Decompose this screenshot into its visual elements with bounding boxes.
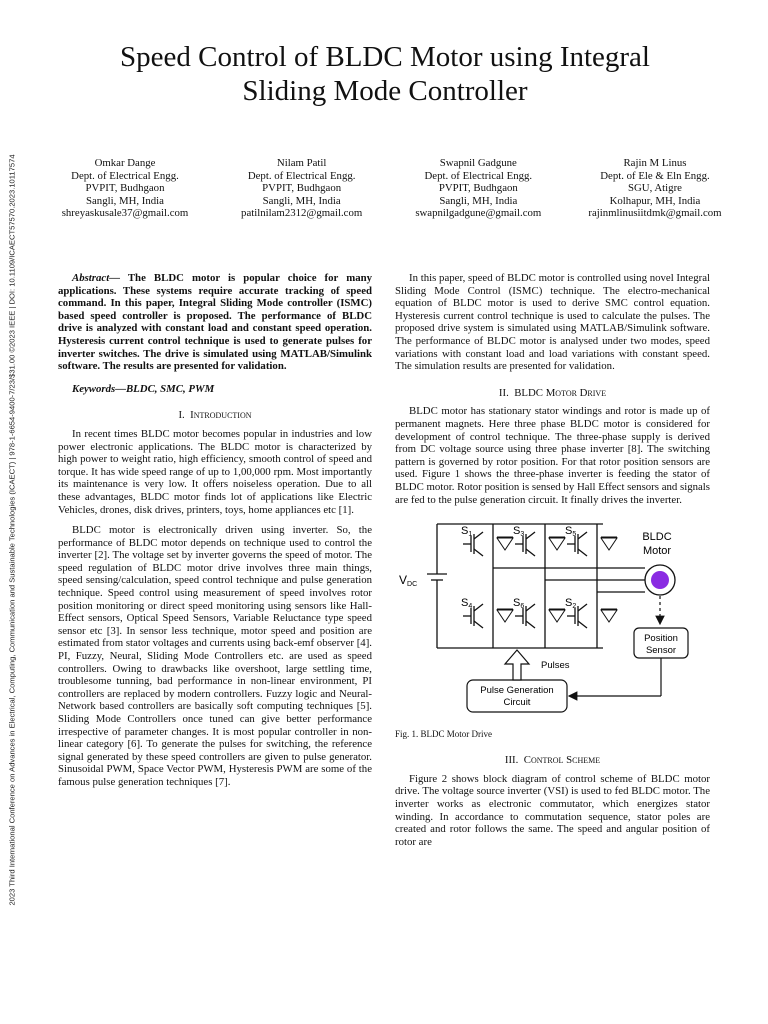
- intro-paragraph-1: In recent times BLDC motor becomes popular in industries and low power electronic applications. The BLDC motor is characterized by high power to weight ratio, high efficiency, smooth control of speed and torque. It has wide speed range of up to 1,00,000 rpm. Most importantly its maintenance is very low. It offers noiseless operation. Due to all these advantages, BLDC motor finds lot of applications like Electric Vehicles, drones, disk drives, printers, toys, home appliances etc [1].: [58, 427, 372, 516]
- motor-label-line-2: Motor: [642, 545, 672, 558]
- section-heading-control-scheme: [395, 754, 710, 767]
- paper-title: [60, 40, 710, 108]
- section-title: Introduction: [190, 409, 252, 422]
- figure-caption: Fig. 1. BLDC Motor Drive: [395, 728, 493, 739]
- left-column: [58, 272, 372, 797]
- author-name: Rajin M Linus: [623, 157, 687, 169]
- author-dept: Dept. of Electrical Engg.: [247, 169, 356, 182]
- author-email: patilnilam2312@gmail.com: [241, 207, 363, 220]
- abstract-label: Abstract—: [72, 272, 120, 284]
- author-location: Sangli, MH, India: [439, 194, 518, 207]
- section-heading-bldc-motor-drive: [395, 387, 710, 400]
- author-institute: PVPIT, Budhgaon: [85, 182, 165, 195]
- author-name: Nilam Patil: [276, 157, 327, 169]
- author-location: Sangli, MH, India: [86, 194, 164, 207]
- bldc-paragraph-1: BLDC motor has stationary stator windings and rotor is made up of permanent magnets. Here three phase BLDC motor is considered for development of control technique. The three-phase supply is derived from DC voltage source using three phase inverter [8]. The switching pattern is governed by rotor position. For that rotor position sensors are used. Figure 1 shows the three-phase inverter is feeding the stator of BLDC motor. Rotor position is sensed by Hall Effect sensors and signals are fed to the pulse generation circuit. It finally drives the inverter.: [395, 405, 710, 506]
- author-block: [217, 157, 387, 220]
- author-block: [570, 157, 740, 220]
- label-s2: S2: [565, 597, 577, 611]
- author-location: Sangli, MH, India: [262, 194, 341, 207]
- pulses-arrow: [505, 650, 529, 680]
- author-block: [393, 157, 563, 220]
- section-number: III.: [504, 754, 519, 767]
- abstract: [58, 272, 372, 373]
- author-institute: SGU, Atigre: [627, 182, 682, 195]
- author-email: rajinmlinusiitdmk@gmail.com: [588, 207, 722, 220]
- sensor-label-line-1: Position: [644, 633, 678, 645]
- author-email: swapnilgadgune@gmail.com: [415, 207, 542, 220]
- label-s3: S3: [513, 525, 525, 539]
- intro-paragraph-3: In this paper, speed of BLDC motor is controlled using novel Integral Sliding Mode Control (ISMC) technique. The electro-mechanical equation of BLDC motor is used to derive SMC control equation. Hysteresis current control technique is used to calculate the pulses. The proposed drive system is simulated using MATLAB/Simulink software. The performance of BLDC motor is analysed under two modes, speed variations with constant load and load variations with constant speed. The simulation results are presented for validation.: [395, 272, 710, 373]
- label-s6: S6: [513, 597, 525, 611]
- control-scheme-paragraph-1: Figure 2 shows block diagram of control scheme of BLDC motor drive. The voltage source inverter (VSI) is used to fed BLDC motor. The inverter works as electronic commutator, which energizes stator winding. In accordance to commutation sequence, stator poles are created and rotor follows the same. The speed and angular position of rotor are: [395, 772, 710, 848]
- author-email: shreyaskusale37@gmail.com: [61, 207, 189, 220]
- bldc-drive-figure: [395, 516, 710, 716]
- author-block: [40, 157, 210, 220]
- author-name: Omkar Dange: [94, 157, 156, 169]
- pgc-label-line-2: Circuit: [503, 697, 531, 709]
- section-heading-introduction: [58, 409, 372, 422]
- label-s4: S4: [461, 597, 473, 611]
- conference-sidebar-text: 2023 Third International Conference on Advances in Electrical, Computing, Communication and Sustainable Technologies (ICAECT) | 978-1-6654-9400-7/23/$31.00 ©2023 IEEE | DOI: 10.1109/ICAECT57570.2023.10117574: [7, 154, 17, 906]
- label-s5: S5: [565, 525, 577, 539]
- section-number: II.: [498, 386, 509, 399]
- author-name: Swapnil Gadgune: [439, 157, 517, 169]
- motor-label-line-1: BLDC: [642, 531, 672, 544]
- author-list: [40, 157, 740, 220]
- author-dept: Dept. of Ele & Eln Engg.: [600, 169, 710, 182]
- label-s1: S1: [461, 525, 473, 539]
- author-institute: PVPIT, Budhgaon: [438, 182, 518, 195]
- section-number: I.: [178, 409, 185, 422]
- author-dept: Dept. of Electrical Engg.: [424, 169, 533, 182]
- label-vdc: VDC: [399, 573, 418, 589]
- keywords: Keywords—BLDC, SMC, PWM: [72, 382, 215, 395]
- title-line-2: Sliding Mode Controller: [242, 75, 528, 107]
- section-title: BLDC Motor Drive: [514, 386, 607, 399]
- pulses-label: Pulses: [541, 660, 570, 672]
- abstract-text: The BLDC motor is popular choice for many applications. These systems require accurate tracking of speed command. In this paper, Integral Sliding Mode controller (ISMC) based speed controller is proposed. The performance of BLDC drive is analyzed with constant load and constant speed operation. Hysteresis current control technique is used to generate pulses for inverter switches. The drive is simulated using MATLAB/Simulink software. The results are presented for validation.: [58, 272, 372, 373]
- author-location: Kolhapur, MH, India: [609, 194, 701, 207]
- bldc-motor-rotor: [651, 571, 669, 589]
- sensor-label-line-2: Sensor: [645, 645, 677, 657]
- pgc-label-line-1: Pulse Generation: [480, 685, 554, 697]
- author-dept: Dept. of Electrical Engg.: [71, 169, 179, 182]
- title-line-1: Speed Control of BLDC Motor using Integral: [119, 41, 650, 73]
- author-institute: PVPIT, Budhgaon: [262, 182, 342, 195]
- section-title: Control Scheme: [523, 754, 601, 767]
- intro-paragraph-2: BLDC motor is electronically driven using inverter. So, the performance of BLDC motor depends on technique used to control the inverter [2]. The voltage set by inverter governs the speed of motor. The speed regulation of BLDC motor drive involves three main things, speed sensing/calculation, speed control technique and pulse generation technique. Speed control using measurement of speed involves rotor position monitoring or direct speed monitoring using sensors like Hall-Effect sensors, Optical Speed Sensors, Variable Reluctance type speed sensor etc [3]. In sensor less technique, motor speed and position are estimated from stator voltages and currents using back-emf observer [4]. PI, Fuzzy, Neural, Sliding Mode Controllers etc. are used as speed controllers. Owing to drawbacks like overshoot, large settling time, troublesome tunning, bad performance in non-linear environment, PI controllers are replaced by modern controllers. Fuzzy logic and Neural-Network based controllers are basically soft computing techniques [5]. Sliding Mode Controllers once tuned can give better performance irrespective of parameter changes. It is most popular controller in non-linear category [6]. To generate the pulses for switching, the reference signal generated by these speed controllers are given to pulse generator. Sinusoidal PWM, Space Vector PWM, Hysteresis PWM are some of the famous pulse generation techniques [7].: [58, 524, 372, 788]
- right-column: [395, 272, 710, 856]
- conference-sidebar: [4, 80, 20, 980]
